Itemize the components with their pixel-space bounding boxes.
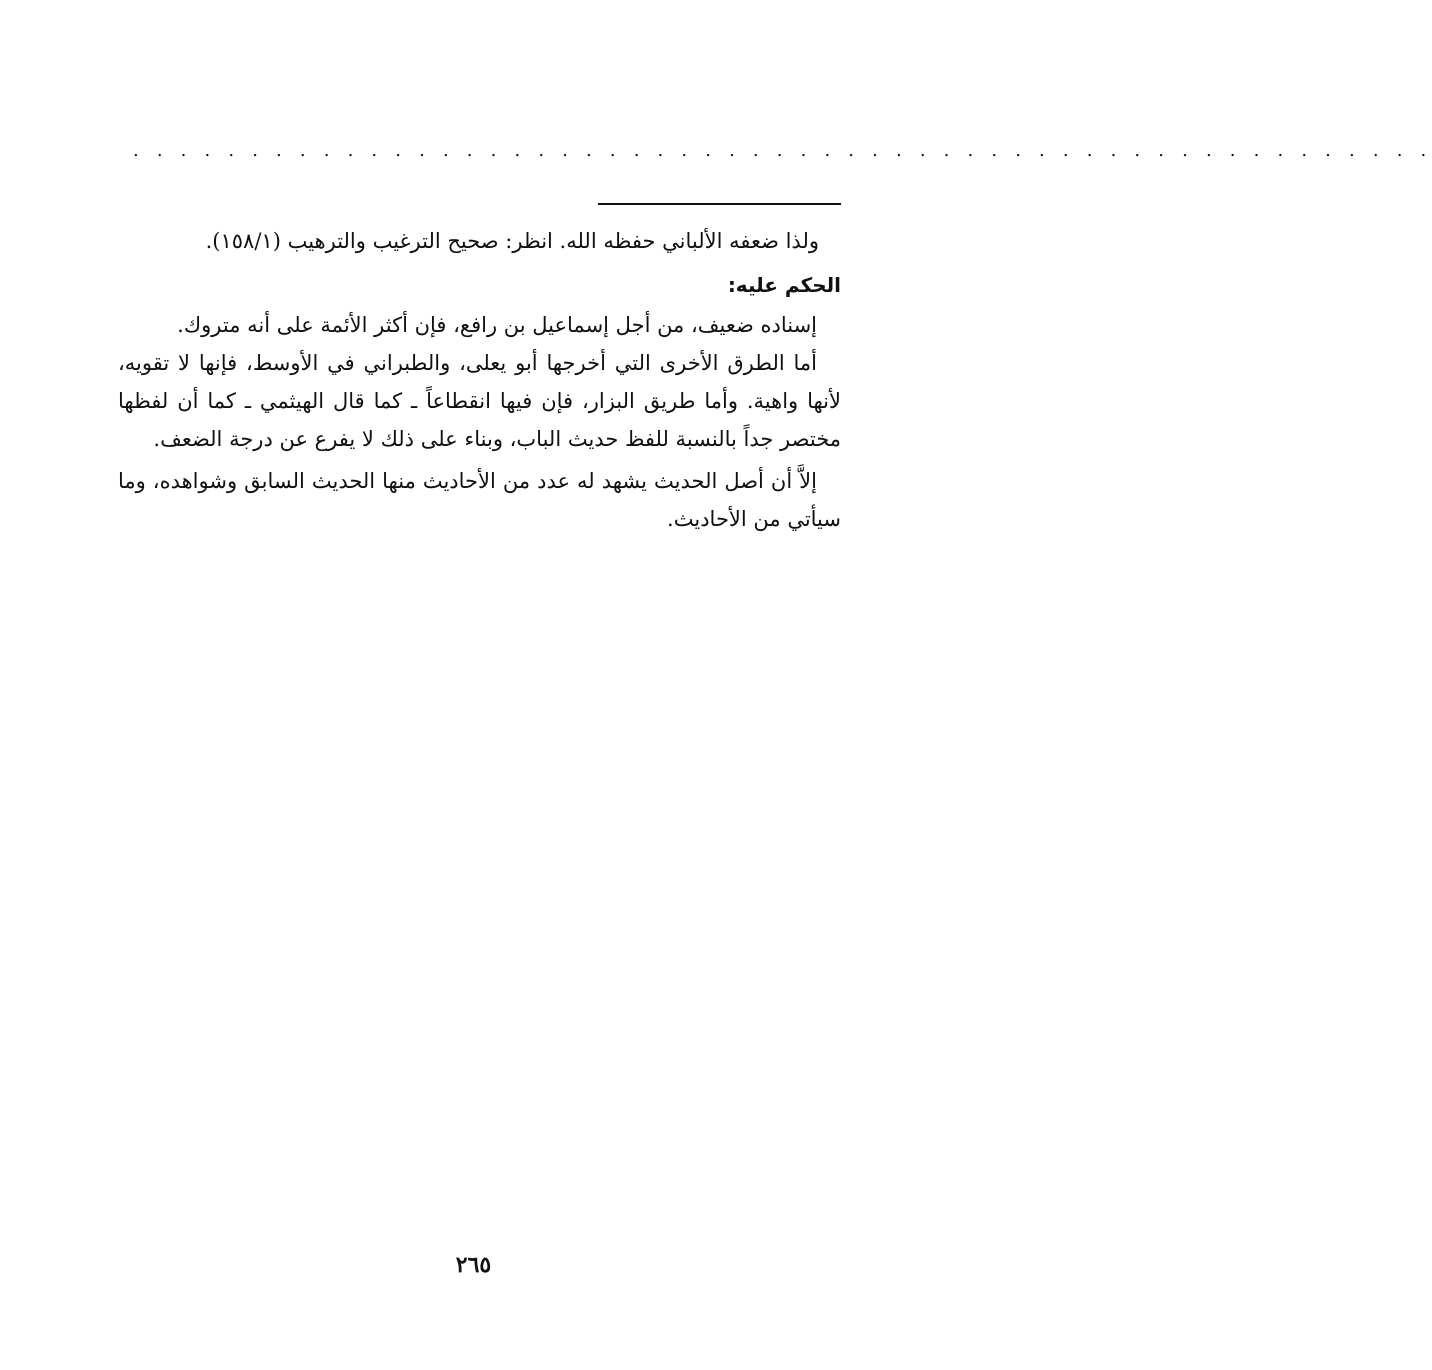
footnote: ولذا ضعفه الألباني حفظه الله. انظر: صحيح الترغيب والترهيب (١٥٨/١). (205, 229, 819, 253)
paragraph: أما الطرق الأخرى التي أخرجها أبو يعلى، والطبراني في الأوسط، فإنها لا تقويه، لأنها واهية. وأما طريق البزار، فإن فيها انقطاعاً ـ كما قال الهيثمي ـ كما أن لفظها مختصر جداً بالنسبة للفظ حديث الباب، وبناء على ذلك لا يفرع عن درجة الضعف. (118, 351, 841, 451)
paragraph: إسناده ضعيف، من أجل إسماعيل بن رافع، فإن أكثر الأئمة على أنه متروك. (177, 313, 817, 337)
footnote-rule (598, 203, 841, 205)
dotted-separator: . . . . . . . . . . . . . . . . . . . . . . . . . . . . . . . . . . . . . . . . . . . . . . . . . . . . . . . (133, 140, 1432, 161)
paragraph: إلاَّ أن أصل الحديث يشهد له عدد من الأحاديث منها الحديث السابق وشواهده، وما سيأتي من الأحاديث. (118, 469, 841, 531)
page-number: ٢٦٥ (455, 1252, 492, 1278)
text-block (118, 222, 841, 538)
section-heading: الحكم عليه: (727, 273, 841, 297)
